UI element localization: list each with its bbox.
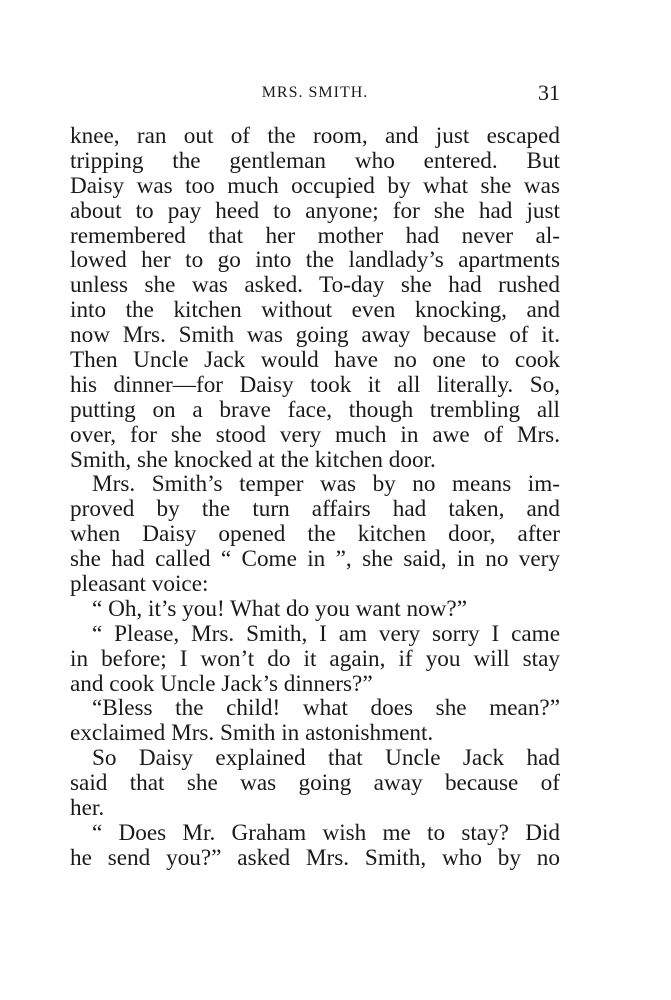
text-line: she had called “ Come in ”, she said, in no very [70, 546, 560, 573]
text-line: unless she was asked. To-day she had rushed [70, 272, 560, 299]
text-line: knee, ran out of the room, and just escaped [70, 123, 560, 149]
text-line: proved by the turn affairs had taken, and [70, 496, 560, 523]
text-line: Mrs. Smith’s temper was by no means im- [92, 471, 560, 498]
text-line: “ Does Mr. Graham wish me to stay? Did [92, 819, 560, 846]
page-number: 31 [538, 80, 560, 105]
text-line: when Daisy opened the kitchen door, after [70, 521, 560, 548]
text-line: “Bless the child! what does she mean?” [92, 695, 560, 722]
text-line: into the kitchen without even knocking, and [70, 297, 560, 324]
text-line: exclaimed Mrs. Smith in astonishment. [70, 720, 434, 747]
running-title: MRS. SMITH. [261, 84, 369, 101]
text-line: putting on a brave face, though trembling all [70, 396, 560, 423]
text-line: tripping the gentleman who entered. But [70, 147, 560, 174]
text-line: he send you?” asked Mrs. Smith, who by no [70, 844, 560, 871]
text-line: Daisy was too much occupied by what she was [70, 172, 560, 199]
text-line: remembered that her mother had never al- [70, 222, 560, 249]
text-line: now Mrs. Smith was going away because of it. [70, 322, 560, 349]
text-line: and cook Uncle Jack’s dinners?” [70, 670, 373, 697]
text-line: over, for she stood very much in awe of Mrs. [70, 421, 560, 448]
text-line: about to pay heed to anyone; for she had just [70, 197, 560, 224]
text-line: Then Uncle Jack would have no one to cook [70, 347, 560, 374]
text-line: “ Oh, it’s you! What do you want now?” [92, 595, 468, 622]
text-line: pleasant voice: [70, 571, 209, 598]
text-line: in before; I won’t do it again, if you will stay [70, 645, 560, 672]
text-line: her. [70, 795, 105, 822]
text-line: his dinner—for Daisy took it all literally. So, [70, 371, 560, 398]
text-line: Smith, she knocked at the kitchen door. [70, 446, 436, 473]
running-head [70, 80, 560, 108]
text-line: So Daisy explained that Uncle Jack had [92, 745, 560, 772]
text-line: said that she was going away because of [70, 770, 560, 797]
text-line: lowed her to go into the landlady’s apartments [70, 247, 560, 274]
body-text [70, 124, 560, 871]
text-line: “ Please, Mrs. Smith, I am very sorry I came [92, 620, 560, 647]
